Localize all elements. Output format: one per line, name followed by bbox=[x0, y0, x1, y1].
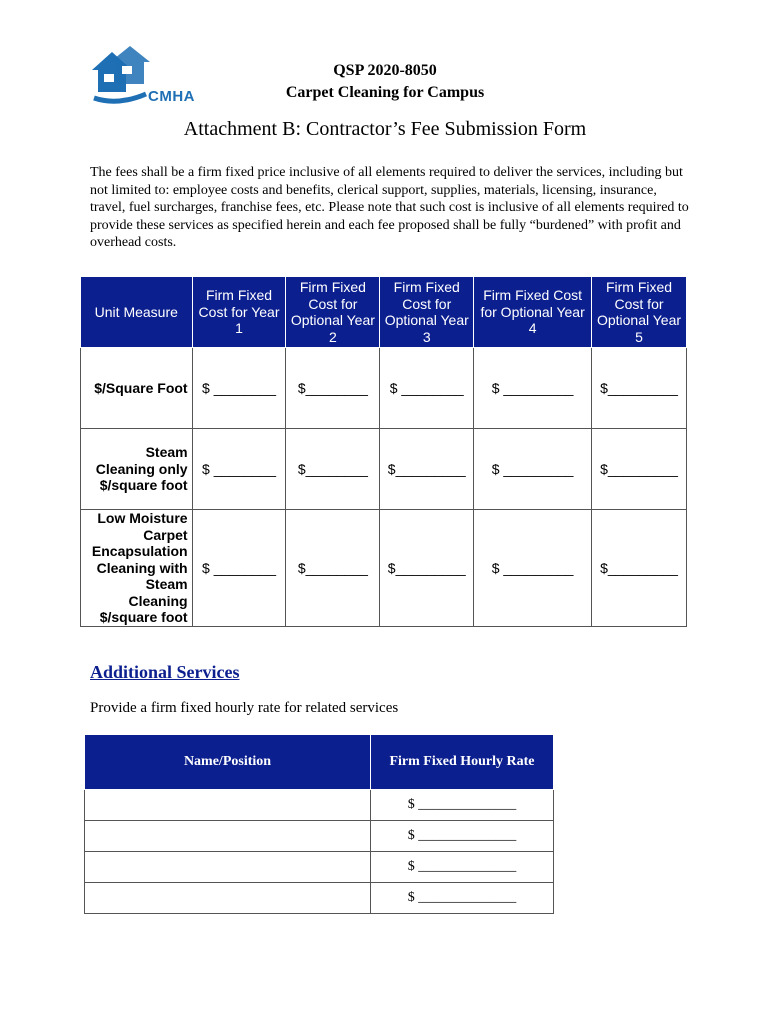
name-position-field[interactable] bbox=[85, 790, 371, 821]
hourly-rate-field[interactable]: $ ______________ bbox=[371, 852, 554, 883]
fee-entry-field[interactable]: $ ________ bbox=[192, 429, 286, 510]
fee-entry-field[interactable]: $_________ bbox=[380, 510, 474, 627]
column-header: Unit Measure bbox=[81, 277, 193, 348]
intro-paragraph: The fees shall be a firm fixed price inclusive of all elements required to deliver the services, including but not limited to: employee costs and benefits, clerical support, supplies, materials, licensing, insurance, travel, fuel surcharges, franchise fees, etc. Please note that such cost is inclusive of all elements required to provide these services as specified herein and each fee proposed shall be fully “burdened” with profit and overhead costs. bbox=[90, 165, 689, 250]
table-row bbox=[85, 821, 554, 852]
table-row bbox=[81, 348, 687, 429]
page-title: Attachment B: Contractor’s Fee Submission Form bbox=[183, 118, 587, 140]
document-subject: Carpet Cleaning for Campus bbox=[285, 84, 485, 101]
name-position-field[interactable] bbox=[85, 883, 371, 914]
hourly-rate-field[interactable]: $ ______________ bbox=[371, 821, 554, 852]
row-label: $/Square Foot bbox=[81, 348, 193, 429]
table-row bbox=[81, 429, 687, 510]
fee-entry-field[interactable]: $_________ bbox=[592, 510, 687, 627]
name-position-field[interactable] bbox=[85, 821, 371, 852]
additional-services-heading: Additional Services bbox=[90, 662, 240, 682]
column-header: Firm Fixed Hourly Rate bbox=[371, 735, 554, 790]
name-position-field[interactable] bbox=[85, 852, 371, 883]
fee-entry-field[interactable]: $ ________ bbox=[380, 348, 474, 429]
column-header: Firm Fixed Cost for Optional Year 3 bbox=[380, 277, 474, 348]
hourly-rate-table bbox=[84, 734, 554, 914]
column-header: Firm Fixed Cost for Optional Year 4 bbox=[474, 277, 592, 348]
row-label: Low Moisture Carpet Encapsulation Cleaning with Steam Cleaning $/square foot bbox=[81, 510, 193, 627]
hourly-rate-field[interactable]: $ ______________ bbox=[371, 790, 554, 821]
table-row bbox=[85, 790, 554, 821]
additional-services-description: Provide a firm fixed hourly rate for related services bbox=[90, 700, 399, 716]
table-row bbox=[85, 852, 554, 883]
document-number: QSP 2020-8050 bbox=[333, 62, 437, 79]
column-header: Name/Position bbox=[85, 735, 371, 790]
column-header: Firm Fixed Cost for Year 1 bbox=[192, 277, 286, 348]
row-label: Steam Cleaning only $/square foot bbox=[81, 429, 193, 510]
fee-entry-field[interactable]: $________ bbox=[286, 510, 380, 627]
column-header: Firm Fixed Cost for Optional Year 5 bbox=[592, 277, 687, 348]
column-header: Firm Fixed Cost for Optional Year 2 bbox=[286, 277, 380, 348]
rate-table-header-row bbox=[85, 735, 554, 790]
fee-table bbox=[80, 276, 687, 627]
fee-table-header-row bbox=[81, 277, 687, 348]
fee-entry-field[interactable]: $ ________ bbox=[192, 348, 286, 429]
fee-entry-field[interactable]: $ _________ bbox=[474, 429, 592, 510]
fee-entry-field[interactable]: $________ bbox=[286, 429, 380, 510]
fee-entry-field[interactable]: $ ________ bbox=[192, 510, 286, 627]
table-row bbox=[85, 883, 554, 914]
fee-entry-field[interactable]: $ _________ bbox=[474, 348, 592, 429]
hourly-rate-field[interactable]: $ ______________ bbox=[371, 883, 554, 914]
fee-entry-field[interactable]: $ _________ bbox=[474, 510, 592, 627]
fee-entry-field[interactable]: $_________ bbox=[380, 429, 474, 510]
logo-text: CMHA bbox=[148, 88, 195, 105]
fee-entry-field[interactable]: $_________ bbox=[592, 348, 687, 429]
fee-entry-field[interactable]: $________ bbox=[286, 348, 380, 429]
fee-entry-field[interactable]: $_________ bbox=[592, 429, 687, 510]
table-row bbox=[81, 510, 687, 627]
